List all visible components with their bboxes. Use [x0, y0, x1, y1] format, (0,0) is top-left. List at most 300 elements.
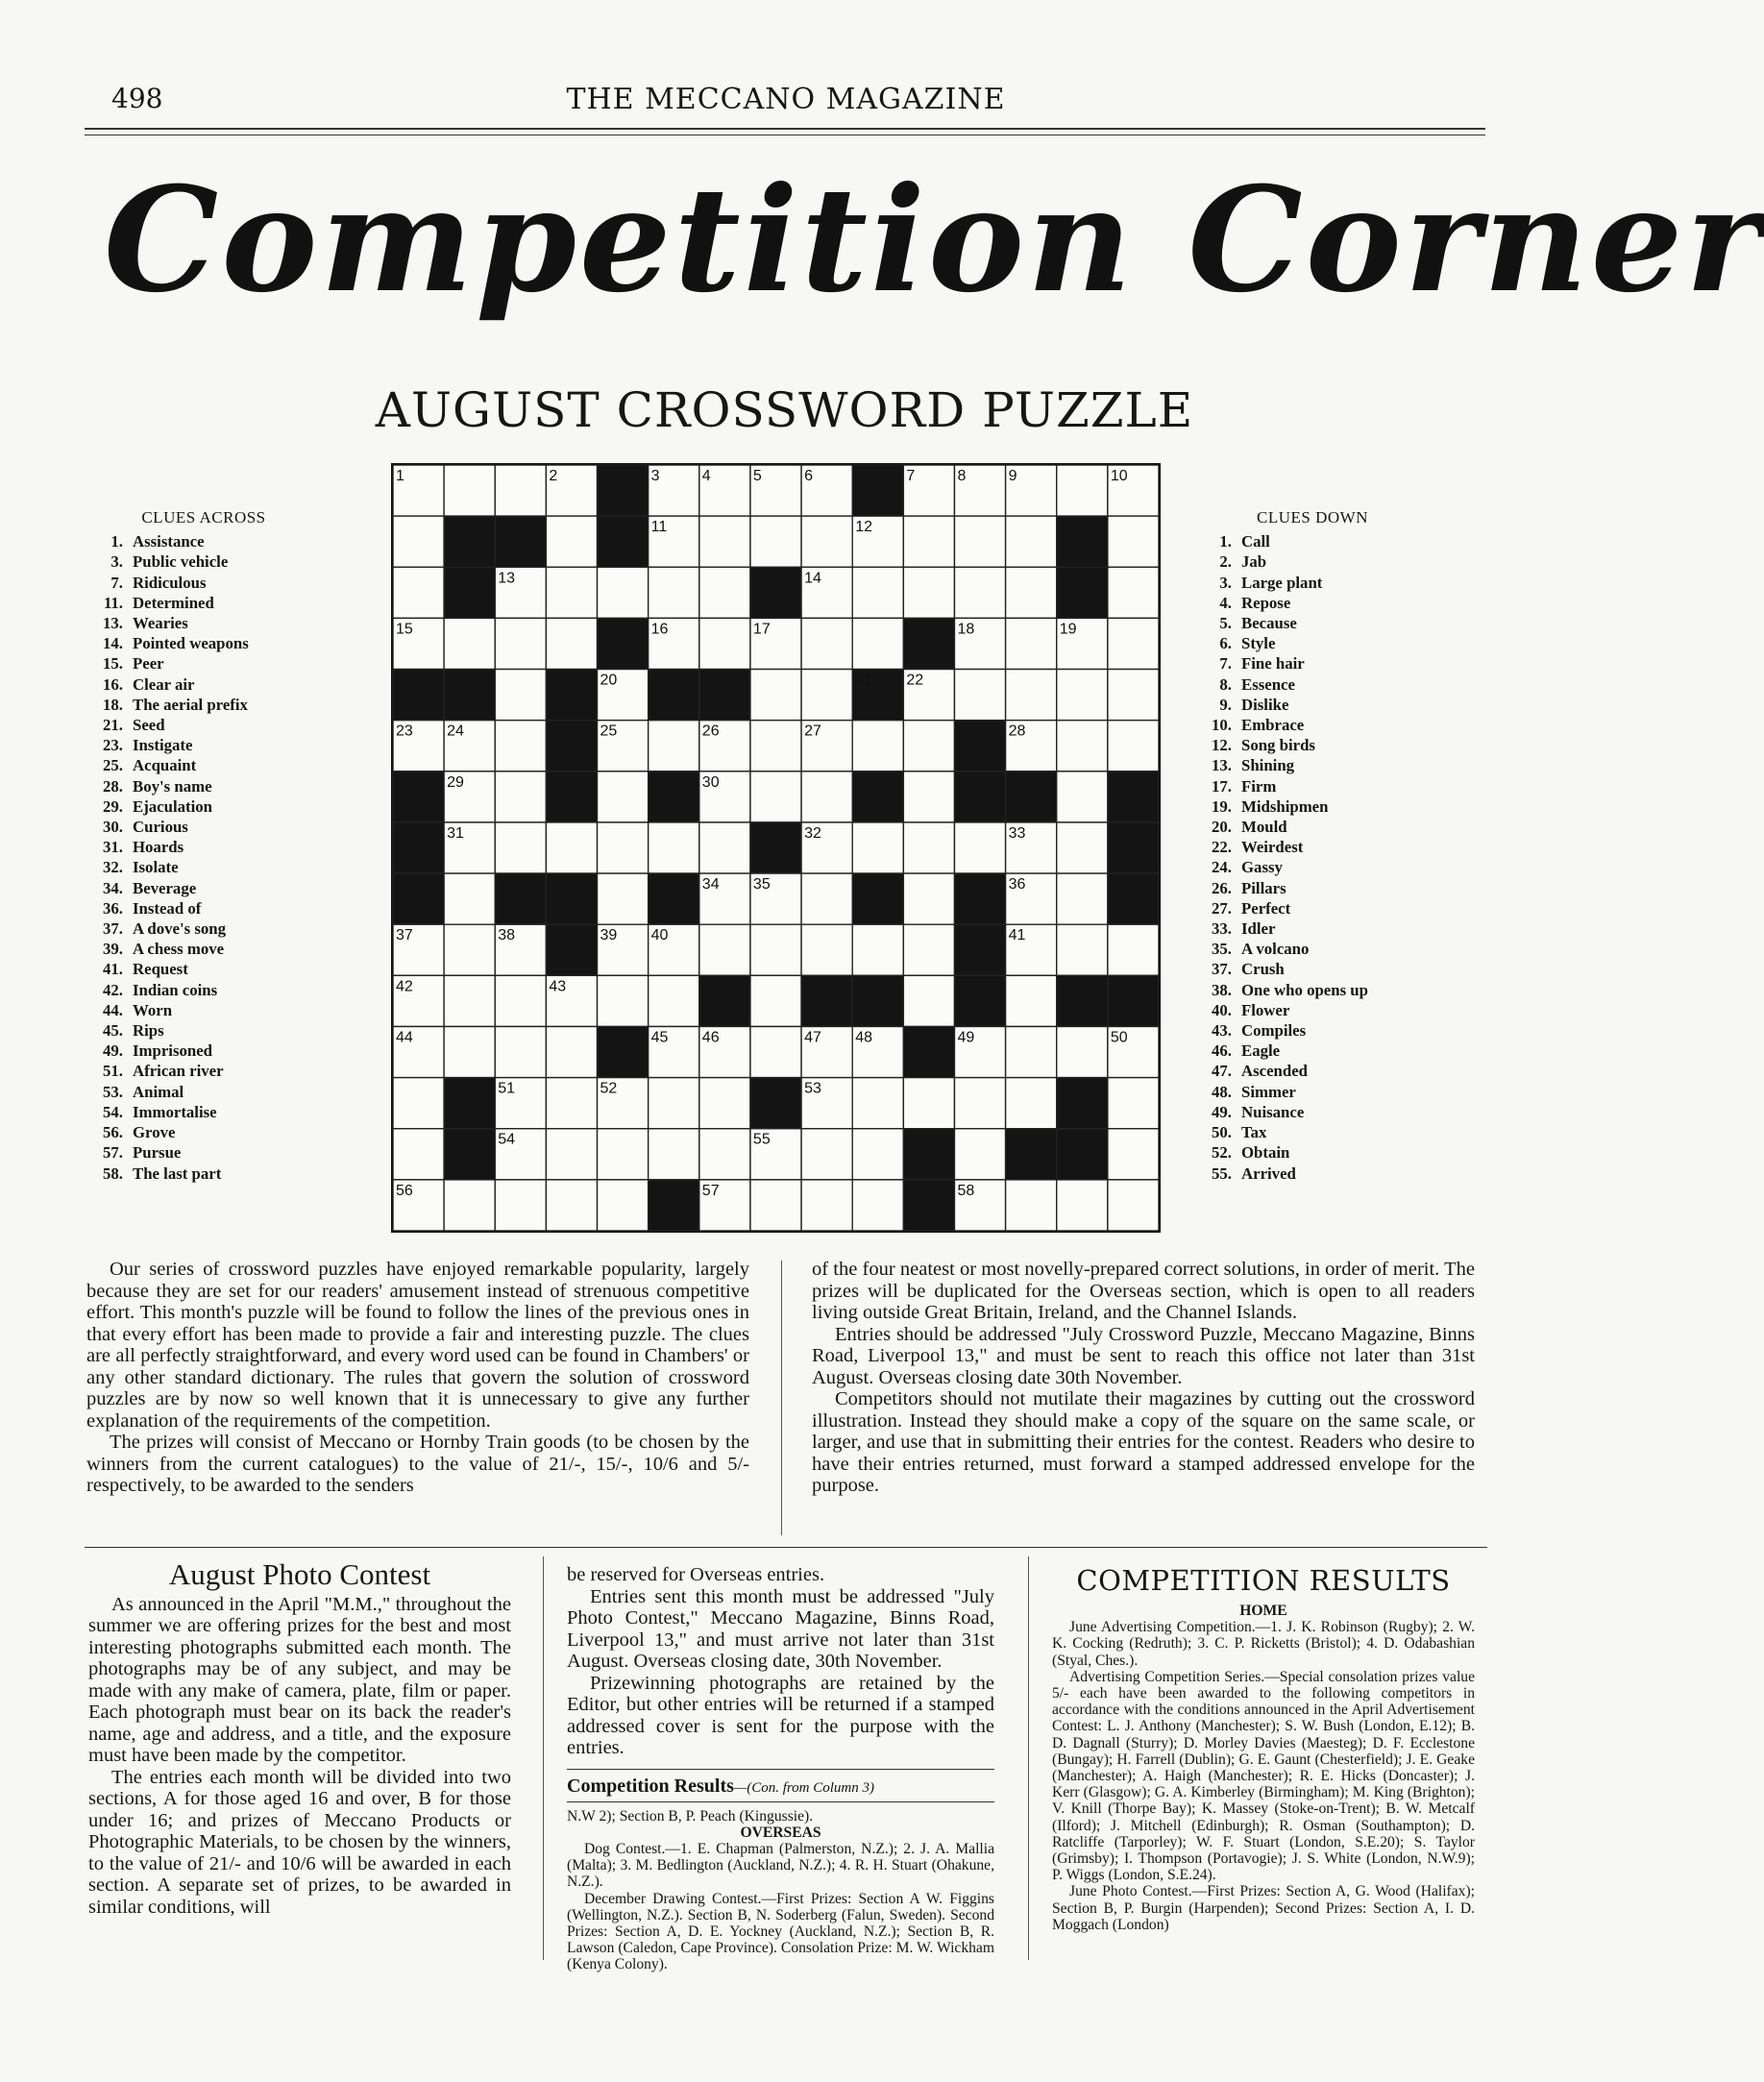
grid-number: 16	[650, 621, 669, 638]
intro-paragraph: Entries should be addressed "July Crossword Puzzle, Meccano Magazine, Binns Road, Liverpool 13," and must be sent to reach this office not later than 31st August. Overseas closing date 30th November.	[812, 1323, 1475, 1388]
clue-item	[1197, 1122, 1428, 1142]
grid-cell	[1057, 772, 1108, 822]
clue-number: 6.	[1219, 634, 1232, 653]
clue-number: 41.	[103, 960, 123, 979]
intro-paragraph: Our series of crossword puzzles have enjoyed remarkable popularity, largely because they are set for our readers' amusement instead of strenuous competitive effort. This month's puzzle will be found to follow the lines of the previous ones in that every effort has been made to provide a fair and interesting puzzle. The clues are all perfectly straightforward, and every word used can be found in Chambers' or any other standard dictionary. The rules that govern the solution of crossword puzzles are by now so well known that it is unnecessary to give any further explanation of the requirements of the competition.	[86, 1259, 749, 1432]
clue-text: Immortalise	[133, 1102, 217, 1121]
grid-cell-black	[649, 772, 699, 822]
grid-cell	[903, 1078, 954, 1129]
clue-text: The aerial prefix	[133, 695, 248, 714]
clue-item	[1197, 1020, 1428, 1041]
photo-paragraph: be reserved for Overseas entries.	[567, 1564, 825, 1585]
grid-cell	[495, 975, 546, 1026]
clue-item	[88, 837, 319, 857]
clue-text: Seed	[133, 716, 165, 735]
clue-text: Beverage	[133, 878, 197, 897]
grid-cell	[546, 822, 597, 873]
results-paragraph: December Drawing Contest.—First Prizes: Section A W. Figgins (Wellington, N.Z.). Section B, N. Soderberg (Falun, Sweden). Second Prizes: Section A, D. E. Yockney (Auckland, N.Z.); Section B, R. Lawson (Caledon, Cape Province). Consolation Prize: M. W. Wickham (Kenya Colony).	[567, 1890, 994, 1973]
grid-number: 24	[447, 723, 464, 740]
grid-cell	[1006, 1026, 1057, 1077]
clue-item	[88, 796, 319, 817]
grid-cell	[1057, 465, 1108, 516]
clue-number: 45.	[103, 1021, 123, 1041]
clue-item	[88, 878, 319, 898]
grid-cell	[954, 822, 1005, 873]
grid-number: 2	[549, 468, 558, 484]
grid-cell-black	[750, 1078, 801, 1129]
grid-cell	[649, 975, 699, 1026]
clue-item	[1197, 959, 1428, 979]
grid-number: 48	[855, 1029, 872, 1046]
grid-cell	[546, 1129, 597, 1180]
clue-text: Fine hair	[1241, 654, 1305, 674]
clue-text: Worn	[133, 1000, 173, 1019]
grid-cell-black	[954, 924, 1005, 975]
intro-column-left	[86, 1259, 749, 1497]
clue-number: 43.	[1212, 1021, 1232, 1041]
photo-paragraph: As announced in the April "M.M.," throughout the summer we are offering prizes for the best and most interesting photographs submitted each month. The photographs may be of any subject, and may be made with any make of camera, plate, film or paper. Each photograph must bear on its back the reader's name, age and address, and a title, and the exposure must have been made by the competitor.	[88, 1593, 511, 1766]
clue-item	[1197, 1142, 1428, 1163]
clue-item	[88, 980, 319, 1000]
clue-number: 24.	[1212, 858, 1232, 877]
crossword-grid	[391, 463, 1161, 1233]
grid-cell	[1108, 567, 1159, 618]
clue-text: Midshipmen	[1241, 796, 1329, 816]
grid-cell	[546, 1026, 597, 1077]
clues-down	[1197, 507, 1428, 1184]
clue-text: Nuisance	[1241, 1102, 1305, 1121]
clue-text: Repose	[1241, 593, 1291, 612]
clue-number: 44.	[103, 1000, 123, 1019]
grid-cell	[750, 1180, 801, 1231]
clue-text: Indian coins	[133, 980, 218, 999]
grid-cell	[699, 1129, 750, 1180]
clue-item	[88, 817, 319, 837]
grid-cell-black	[750, 567, 801, 618]
clue-item	[88, 1041, 319, 1061]
clue-number: 18.	[103, 695, 123, 714]
clue-item	[1197, 633, 1428, 653]
grid-number: 54	[498, 1131, 516, 1148]
clue-number: 7.	[1219, 654, 1232, 674]
clue-text: Determined	[133, 593, 214, 612]
clue-number: 47.	[1212, 1062, 1232, 1081]
clue-item	[88, 939, 319, 959]
grid-number: 14	[804, 570, 821, 587]
clue-text: Pursue	[133, 1143, 182, 1163]
clue-number: 4.	[1219, 593, 1232, 612]
clue-text: Compiles	[1241, 1021, 1307, 1041]
clue-number: 49.	[103, 1041, 123, 1061]
grid-cell	[903, 567, 954, 618]
grid-cell	[852, 1180, 903, 1231]
grid-number: 3	[650, 468, 660, 484]
clue-text: Jab	[1241, 552, 1267, 572]
clue-number: 57.	[103, 1143, 123, 1163]
grid-cell	[393, 516, 444, 567]
clue-text: Pointed weapons	[133, 634, 249, 653]
grid-cell	[1108, 1078, 1159, 1129]
grid-number: 1	[396, 468, 404, 484]
clue-number: 15.	[103, 654, 123, 674]
clue-number: 28.	[103, 776, 123, 796]
grid-number: 30	[701, 773, 720, 791]
header-rule	[85, 128, 1485, 130]
clue-number: 37.	[1212, 960, 1232, 979]
clue-item	[1197, 1163, 1428, 1184]
grid-cell	[852, 567, 903, 618]
clue-number: 48.	[1212, 1082, 1232, 1101]
grid-number: 5	[752, 468, 762, 484]
grid-cell	[393, 567, 444, 618]
grid-cell	[598, 567, 649, 618]
grid-number: 8	[957, 468, 967, 484]
overseas-heading: OVERSEAS	[740, 1824, 821, 1841]
grid-number: 56	[396, 1182, 413, 1199]
clue-text: Instead of	[133, 898, 202, 918]
clue-number: 1.	[1219, 532, 1232, 551]
grid-cell-black	[1057, 567, 1108, 618]
clue-item	[1197, 715, 1428, 735]
clue-text: Crush	[1241, 960, 1285, 979]
grid-cell	[1108, 1129, 1159, 1180]
clue-item	[88, 1000, 319, 1020]
results-continued-note: —(Con. from Column 3)	[733, 1779, 875, 1796]
grid-number: 17	[752, 621, 771, 638]
clue-text: Call	[1241, 532, 1270, 551]
grid-number: 58	[957, 1182, 975, 1199]
clue-text: Isolate	[133, 858, 179, 877]
grid-cell-black	[546, 670, 597, 721]
clue-item	[88, 1082, 319, 1102]
photo-paragraph: Entries sent this month must be addressed "July Photo Contest," Meccano Magazine, Binns Road, Liverpool 13," and must arrive not later than 31st August. Overseas closing date, 30th November.	[567, 1585, 994, 1672]
clue-item	[88, 715, 319, 735]
photo-paragraph: The entries each month will be divided into two sections, A for those aged 16 and over, B for those under 16; and prizes of Meccano Products or Photographic Materials, to be chosen by the winners, to the value of 21/- and 10/6 will be awarded in each section. A separate set of prizes, to be awarded in similar conditions, will	[88, 1766, 511, 1918]
clue-number: 13.	[1212, 756, 1232, 775]
clue-text: Ascended	[1241, 1062, 1308, 1081]
grid-cell-black	[598, 618, 649, 669]
grid-cell	[750, 772, 801, 822]
clue-number: 8.	[1219, 674, 1232, 694]
grid-cell	[444, 1026, 495, 1077]
clue-text: Acquaint	[133, 756, 197, 775]
clue-item	[88, 633, 319, 653]
grid-cell	[903, 721, 954, 772]
clue-item	[88, 959, 319, 979]
clue-list-across	[88, 531, 319, 1184]
grid-cell-black	[393, 873, 444, 924]
results-line: N.W 2); Section B, P. Peach (Kingussie).	[567, 1807, 814, 1825]
photo-contest-continued-column	[567, 1564, 994, 1973]
clue-text: Hoards	[133, 838, 184, 857]
grid-cell	[750, 721, 801, 772]
clue-number: 38.	[1212, 980, 1232, 999]
intro-paragraph: The prizes will consist of Meccano or Hornby Train goods (to be chosen by the winners from the current catalogues) to the value of 21/-, 15/-, 10/6 and 5/- respectively, to be awarded to the senders	[86, 1432, 749, 1496]
clue-item	[88, 1061, 319, 1081]
grid-cell	[393, 1129, 444, 1180]
clue-number: 54.	[103, 1102, 123, 1121]
grid-number: 12	[855, 519, 872, 536]
grid-cell-black	[699, 975, 750, 1026]
clue-number: 17.	[1212, 776, 1232, 796]
grid-number: 4	[701, 468, 711, 484]
intro-column-right	[812, 1259, 1475, 1497]
grid-number: 51	[498, 1080, 516, 1097]
clue-number: 36.	[103, 898, 123, 918]
clue-item	[88, 1163, 319, 1184]
grid-cell-black	[649, 873, 699, 924]
clue-number: 35.	[1212, 940, 1232, 959]
clue-text: Boy's name	[133, 776, 212, 796]
clues-across-heading: CLUES ACROSS	[141, 508, 266, 527]
clue-number: 26.	[1212, 878, 1232, 897]
grid-cell-black	[444, 1129, 495, 1180]
grid-cell-black	[903, 1129, 954, 1180]
grid-cell	[495, 772, 546, 822]
photo-paragraph: Prizewinning photographs are retained by the Editor, but other entries will be returned if a stamped addressed cover is sent for the purpose with the entries.	[567, 1672, 994, 1758]
grid-cell	[750, 516, 801, 567]
clue-text: A dove's song	[133, 919, 226, 939]
grid-cell	[444, 873, 495, 924]
clue-item	[88, 1142, 319, 1163]
grid-cell-black	[649, 670, 699, 721]
clue-number: 50.	[1212, 1123, 1232, 1142]
grid-cell	[1057, 670, 1108, 721]
grid-cell-black	[1057, 975, 1108, 1026]
clue-number: 58.	[103, 1163, 123, 1183]
grid-number: 9	[1008, 468, 1017, 484]
grid-cell	[954, 1129, 1005, 1180]
grid-cell	[598, 975, 649, 1026]
grid-number: 11	[650, 519, 668, 536]
grid-cell	[1057, 822, 1108, 873]
grid-cell-black	[954, 873, 1005, 924]
clue-item	[1197, 1061, 1428, 1081]
grid-number: 41	[1008, 927, 1026, 944]
results-paragraph: Dog Contest.—1. E. Chapman (Palmerston, N.Z.); 2. J. A. Mallia (Malta); 3. M. Bedlington (Auckland, N.Z.); 4. R. H. Stuart (Ohakune, N.Z.).	[567, 1840, 994, 1891]
clue-text: Eagle	[1241, 1041, 1281, 1061]
clue-item	[1197, 837, 1428, 857]
clue-item	[88, 674, 319, 695]
grid-cell-black	[954, 975, 1005, 1026]
grid-cell	[1057, 1026, 1108, 1077]
banner-title: Competition Corner	[104, 156, 1764, 325]
grid-number: 21	[855, 672, 872, 689]
clue-number: 23.	[103, 736, 123, 755]
clue-number: 10.	[1212, 716, 1232, 735]
grid-cell	[444, 975, 495, 1026]
grid-cell	[649, 1078, 699, 1129]
clue-number: 11.	[103, 593, 123, 612]
grid-cell	[852, 618, 903, 669]
clue-number: 31.	[103, 838, 123, 857]
grid-cell	[954, 516, 1005, 567]
grid-cell	[1006, 1078, 1057, 1129]
grid-cell	[954, 567, 1005, 618]
clue-number: 1.	[110, 532, 123, 551]
clue-number: 51.	[103, 1062, 123, 1081]
clue-number: 52.	[1212, 1143, 1232, 1163]
grid-cell-black	[495, 873, 546, 924]
clue-text: Perfect	[1241, 898, 1291, 918]
clue-item	[88, 551, 319, 572]
grid-cell-black	[852, 772, 903, 822]
grid-cell	[699, 567, 750, 618]
clue-text: Idler	[1241, 919, 1276, 939]
grid-cell	[598, 822, 649, 873]
clues-down-heading: CLUES DOWN	[1257, 508, 1368, 527]
grid-cell	[852, 924, 903, 975]
grid-cell-black	[903, 1180, 954, 1231]
grid-cell	[801, 924, 852, 975]
grid-cell-black	[903, 618, 954, 669]
grid-cell	[750, 924, 801, 975]
grid-cell	[1057, 721, 1108, 772]
grid-cell	[495, 822, 546, 873]
grid-cell-black	[546, 873, 597, 924]
grid-cell	[1057, 924, 1108, 975]
clue-item	[1197, 1000, 1428, 1020]
grid-cell	[495, 721, 546, 772]
clue-item	[1197, 1082, 1428, 1102]
grid-cell	[598, 873, 649, 924]
grid-number: 34	[701, 876, 720, 894]
grid-cell	[546, 516, 597, 567]
grid-cell-black	[1057, 516, 1108, 567]
grid-cell	[801, 873, 852, 924]
clue-item	[88, 1020, 319, 1041]
clue-text: Rips	[133, 1021, 164, 1041]
grid-number: 45	[650, 1029, 669, 1046]
grid-cell	[495, 670, 546, 721]
grid-cell	[444, 924, 495, 975]
grid-cell	[801, 772, 852, 822]
grid-number: 13	[498, 570, 516, 587]
grid-number: 46	[701, 1029, 720, 1046]
grid-cell	[852, 1129, 903, 1180]
clue-number: 9.	[1219, 695, 1232, 714]
grid-cell	[393, 1078, 444, 1129]
grid-cell-black	[649, 1180, 699, 1231]
results-continued-title: Competition Results	[567, 1775, 734, 1797]
grid-cell	[903, 516, 954, 567]
results-continued-heading	[567, 1769, 994, 1802]
grid-cell-black	[1108, 975, 1159, 1026]
grid-cell	[903, 772, 954, 822]
grid-cell	[1006, 1180, 1057, 1231]
clue-text: A chess move	[133, 940, 225, 959]
column-divider	[1028, 1556, 1029, 1960]
clue-number: 30.	[103, 818, 123, 837]
grid-cell-black	[1108, 873, 1159, 924]
grid-number: 28	[1008, 723, 1026, 740]
grid-cell	[801, 1129, 852, 1180]
clue-number: 2.	[1219, 552, 1232, 572]
clue-number: 12.	[1212, 736, 1232, 755]
grid-cell	[598, 772, 649, 822]
clue-text: Imprisoned	[133, 1041, 212, 1061]
clue-number: 29.	[103, 796, 123, 816]
grid-cell	[649, 822, 699, 873]
clue-text: Because	[1241, 614, 1297, 633]
clue-item	[1197, 1102, 1428, 1122]
clue-item	[1197, 674, 1428, 695]
grid-cell	[1108, 924, 1159, 975]
grid-cell	[1057, 873, 1108, 924]
grid-cell-black	[1006, 1129, 1057, 1180]
column-divider	[543, 1556, 544, 1960]
grid-cell	[801, 618, 852, 669]
clue-number: 14.	[103, 634, 123, 653]
clue-number: 46.	[1212, 1041, 1232, 1061]
grid-cell-black	[444, 1078, 495, 1129]
grid-number: 40	[650, 927, 669, 944]
grid-cell-black	[546, 721, 597, 772]
grid-cell-black	[699, 670, 750, 721]
clue-item	[1197, 613, 1428, 633]
grid-cell	[546, 1078, 597, 1129]
grid-number: 19	[1059, 621, 1077, 638]
grid-number: 35	[752, 876, 771, 894]
grid-number: 38	[498, 927, 516, 944]
grid-number: 10	[1110, 468, 1128, 484]
grid-cell-black	[852, 465, 903, 516]
clue-text: One who opens up	[1241, 980, 1368, 999]
clue-number: 3.	[1219, 573, 1232, 592]
clue-item	[88, 653, 319, 674]
grid-cell-black	[801, 975, 852, 1026]
clue-text: Essence	[1241, 674, 1295, 694]
grid-cell	[649, 567, 699, 618]
grid-cell	[598, 1180, 649, 1231]
grid-cell	[699, 1078, 750, 1129]
clue-text: Curious	[133, 818, 188, 837]
clue-item	[1197, 878, 1428, 898]
clue-item	[1197, 796, 1428, 817]
grid-cell-black	[393, 772, 444, 822]
photo-contest-column	[88, 1557, 511, 1918]
clue-text: Pillars	[1241, 878, 1286, 897]
grid-cell	[903, 975, 954, 1026]
clue-text: Song birds	[1241, 736, 1315, 755]
grid-cell	[699, 516, 750, 567]
clue-text: Clear air	[133, 674, 195, 694]
clue-text: Weirdest	[1241, 838, 1304, 857]
clue-text: Public vehicle	[133, 552, 229, 572]
clue-item	[1197, 898, 1428, 919]
grid-cell	[546, 1180, 597, 1231]
grid-cell	[699, 924, 750, 975]
grid-number: 39	[600, 927, 618, 944]
clue-item	[88, 613, 319, 633]
clue-item	[1197, 573, 1428, 593]
grid-number: 47	[804, 1029, 821, 1046]
grid-cell-black	[852, 975, 903, 1026]
grid-cell	[598, 1129, 649, 1180]
grid-cell	[444, 618, 495, 669]
clue-item	[88, 593, 319, 613]
clue-text: Tax	[1241, 1123, 1267, 1142]
intro-paragraph: of the four neatest or most novelly-prepared correct solutions, in order of merit. The prizes will be duplicated for the Overseas section, which is open to all readers living outside Great Britain, Ireland, and the Channel Islands.	[812, 1259, 1475, 1323]
grid-cell-black	[1057, 1078, 1108, 1129]
clue-item	[88, 735, 319, 755]
grid-cell-black	[444, 670, 495, 721]
clue-number: 20.	[1212, 818, 1232, 837]
grid-number: 27	[804, 723, 821, 740]
grid-cell	[903, 873, 954, 924]
clue-number: 40.	[1212, 1000, 1232, 1019]
grid-cell	[750, 670, 801, 721]
